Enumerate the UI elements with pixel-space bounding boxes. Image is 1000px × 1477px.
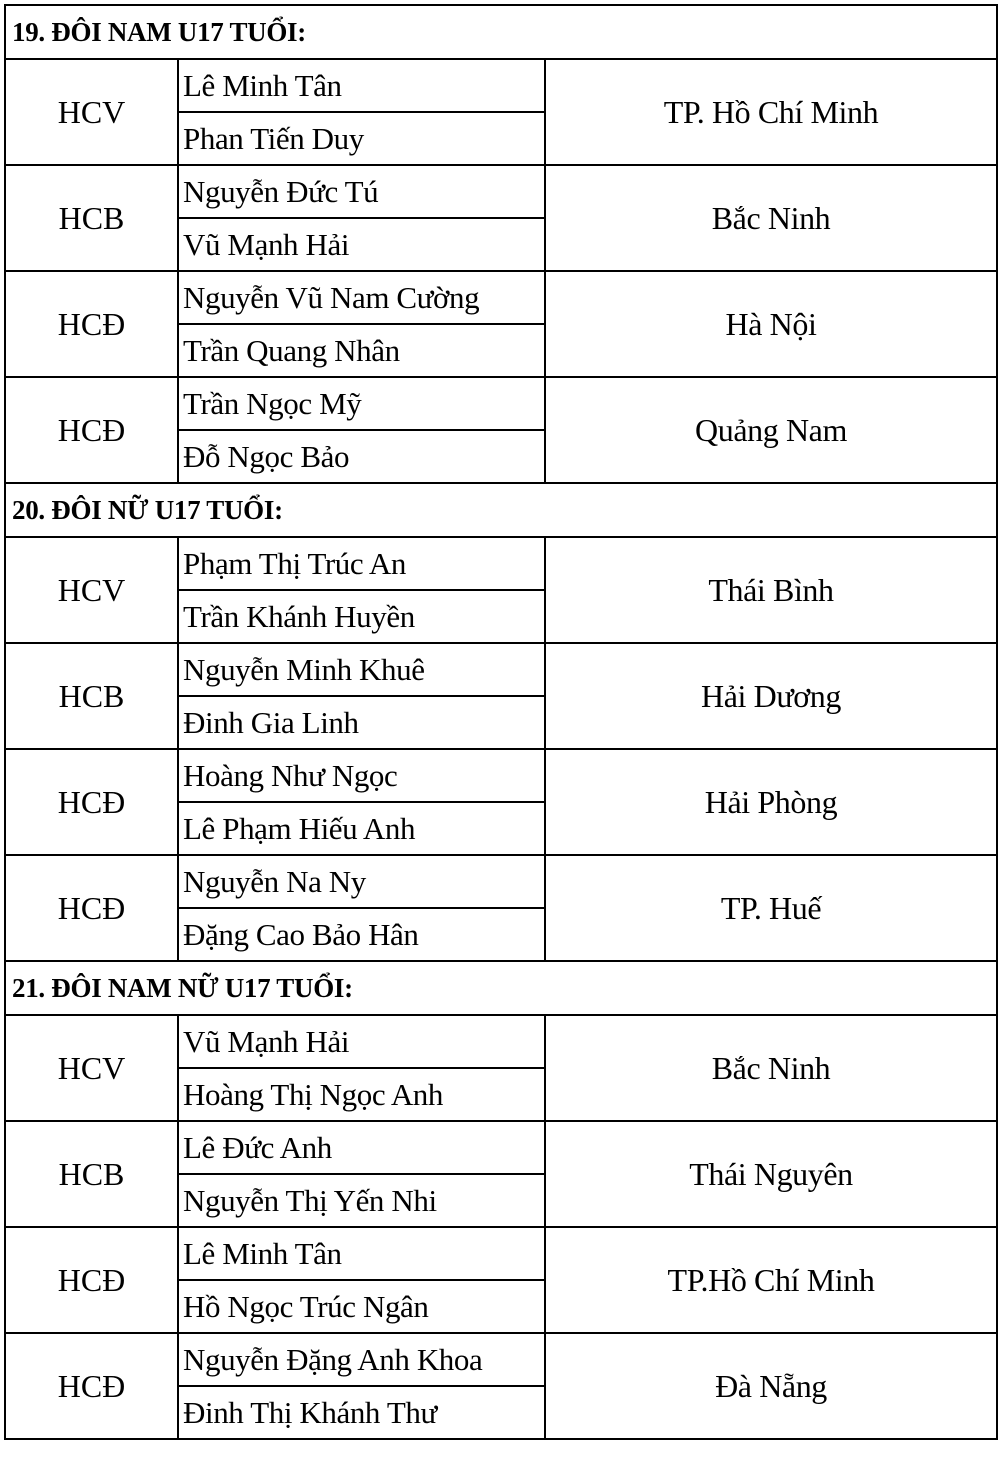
- medal-label: HCĐ: [5, 1227, 178, 1333]
- player-name: Vũ Mạnh Hải: [178, 218, 545, 271]
- player-name: Lê Minh Tân: [178, 1227, 545, 1280]
- medal-label: HCĐ: [5, 855, 178, 961]
- player-name: Trần Quang Nhân: [178, 324, 545, 377]
- player-name: Đinh Thị Khánh Thư: [178, 1386, 545, 1439]
- table-row: [5, 1227, 997, 1280]
- unit-name: Quảng Nam: [545, 377, 997, 483]
- unit-name: TP. Hồ Chí Minh: [545, 59, 997, 165]
- player-name: Phan Tiến Duy: [178, 112, 545, 165]
- medal-label: HCĐ: [5, 749, 178, 855]
- player-name: Nguyễn Minh Khuê: [178, 643, 545, 696]
- player-name: Hoàng Thị Ngọc Anh: [178, 1068, 545, 1121]
- player-name: Phạm Thị Trúc An: [178, 537, 545, 590]
- results-table-body: [5, 5, 997, 1439]
- unit-name: Hải Dương: [545, 643, 997, 749]
- player-name: Trần Ngọc Mỹ: [178, 377, 545, 430]
- section-header: [5, 5, 997, 59]
- unit-name: Bắc Ninh: [545, 165, 997, 271]
- medal-label: HCV: [5, 537, 178, 643]
- medal-label: HCB: [5, 643, 178, 749]
- table-row: [5, 855, 997, 908]
- player-name: Nguyễn Na Ny: [178, 855, 545, 908]
- player-name: Nguyễn Đặng Anh Khoa: [178, 1333, 545, 1386]
- player-name: Nguyễn Vũ Nam Cường: [178, 271, 545, 324]
- player-name: Nguyễn Đức Tú: [178, 165, 545, 218]
- table-row: [5, 1121, 997, 1174]
- medal-label: HCV: [5, 1015, 178, 1121]
- player-name: Nguyễn Thị Yến Nhi: [178, 1174, 545, 1227]
- player-name: Lê Phạm Hiếu Anh: [178, 802, 545, 855]
- player-name: Trần Khánh Huyền: [178, 590, 545, 643]
- player-name: Đỗ Ngọc Bảo: [178, 430, 545, 483]
- section-title: 20. ĐÔI NỮ U17 TUỔI:: [5, 483, 997, 537]
- section-header: [5, 483, 997, 537]
- section-title: 19. ĐÔI NAM U17 TUỔI:: [5, 5, 997, 59]
- unit-name: TP. Huế: [545, 855, 997, 961]
- results-table: [4, 4, 998, 1440]
- table-row: [5, 59, 997, 112]
- medal-label: HCB: [5, 1121, 178, 1227]
- medal-label: HCV: [5, 59, 178, 165]
- unit-name: Đà Nẵng: [545, 1333, 997, 1439]
- table-row: [5, 749, 997, 802]
- section-header: [5, 961, 997, 1015]
- table-row: [5, 643, 997, 696]
- player-name: Hoàng Như Ngọc: [178, 749, 545, 802]
- unit-name: Bắc Ninh: [545, 1015, 997, 1121]
- unit-name: Hà Nội: [545, 271, 997, 377]
- unit-name: Hải Phòng: [545, 749, 997, 855]
- table-row: [5, 537, 997, 590]
- player-name: Vũ Mạnh Hải: [178, 1015, 545, 1068]
- player-name: Đặng Cao Bảo Hân: [178, 908, 545, 961]
- player-name: Lê Đức Anh: [178, 1121, 545, 1174]
- player-name: Đinh Gia Linh: [178, 696, 545, 749]
- medal-label: HCĐ: [5, 271, 178, 377]
- player-name: Lê Minh Tân: [178, 59, 545, 112]
- table-row: [5, 377, 997, 430]
- unit-name: Thái Nguyên: [545, 1121, 997, 1227]
- unit-name: TP.Hồ Chí Minh: [545, 1227, 997, 1333]
- table-row: [5, 1015, 997, 1068]
- player-name: Hồ Ngọc Trúc Ngân: [178, 1280, 545, 1333]
- medal-label: HCB: [5, 165, 178, 271]
- table-row: [5, 165, 997, 218]
- table-row: [5, 271, 997, 324]
- medal-label: HCĐ: [5, 377, 178, 483]
- medal-label: HCĐ: [5, 1333, 178, 1439]
- table-row: [5, 1333, 997, 1386]
- section-title: 21. ĐÔI NAM NỮ U17 TUỔI:: [5, 961, 997, 1015]
- unit-name: Thái Bình: [545, 537, 997, 643]
